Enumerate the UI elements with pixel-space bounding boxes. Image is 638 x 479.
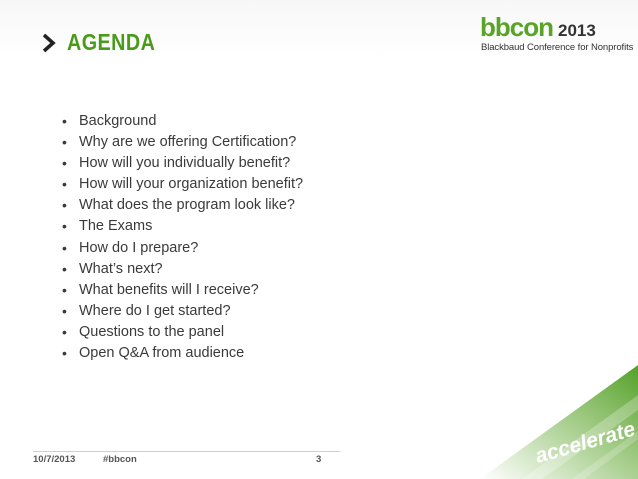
agenda-list	[62, 111, 303, 364]
agenda-item: • The Exams	[62, 216, 303, 237]
agenda-item: • What’s next?	[62, 259, 303, 280]
agenda-item: • What benefits will I receive?	[62, 280, 303, 301]
agenda-item: • Open Q&A from audience	[62, 343, 303, 364]
agenda-item: • How will your organization benefit?	[62, 174, 303, 195]
logo-wordmark: bbcon	[480, 12, 553, 42]
footer-divider	[33, 451, 340, 452]
agenda-item: • How will you individually benefit?	[62, 153, 303, 174]
agenda-item: • Background	[62, 111, 303, 132]
title-row	[38, 29, 170, 56]
logo-subtitle: Blackbaud Conference for Nonprofits	[481, 42, 634, 53]
accelerate-graphic	[462, 365, 638, 479]
agenda-item: • How do I prepare?	[62, 238, 303, 259]
page-number: 3	[316, 454, 322, 465]
agenda-item: • What does the program look like?	[62, 195, 303, 216]
agenda-item: • Where do I get started?	[62, 301, 303, 322]
chevron-right-icon	[38, 32, 60, 54]
logo-year: 2013	[558, 21, 596, 40]
agenda-item: • Why are we offering Certification?	[62, 132, 303, 153]
bbcon-logo	[480, 12, 634, 57]
footer-hashtag: #bbcon	[103, 454, 137, 465]
footer-date: 10/7/2013	[33, 454, 76, 465]
agenda-item: • Questions to the panel	[62, 322, 303, 343]
page-title: AGENDA	[67, 29, 156, 55]
accelerate-wordmark: accelerate	[532, 417, 638, 468]
